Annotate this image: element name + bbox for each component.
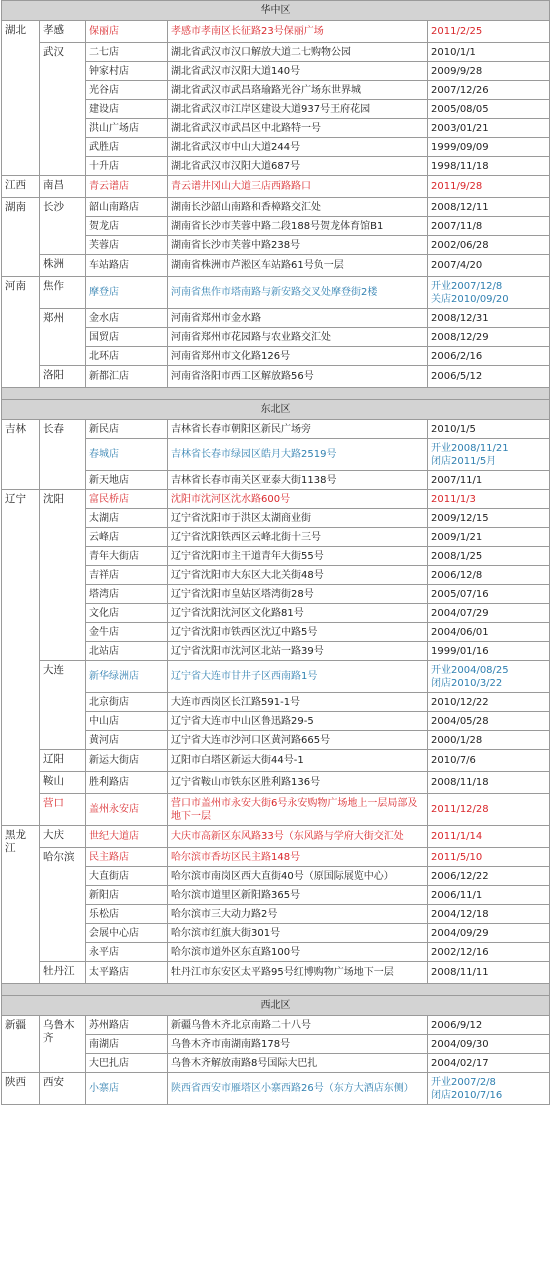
store-address: 河南省焦作市塔南路与新安路交叉处摩登街2楼 bbox=[168, 277, 428, 309]
store-table bbox=[1, 0, 550, 1105]
table-row bbox=[2, 198, 550, 217]
table-row bbox=[2, 255, 550, 277]
date-line: 2009/12/15 bbox=[431, 512, 489, 524]
table-row bbox=[2, 1016, 550, 1035]
date-line: 2004/12/18 bbox=[431, 908, 489, 920]
store-address: 乌鲁木齐解放南路8号国际大巴扎 bbox=[168, 1054, 428, 1073]
date-line: 2011/5/10 bbox=[431, 851, 483, 863]
store-date bbox=[428, 867, 550, 886]
city-cell: 鞍山 bbox=[40, 772, 86, 794]
store-date bbox=[428, 547, 550, 566]
store-address: 孝感市孝南区长征路23号保丽广场 bbox=[168, 21, 428, 43]
store-address: 吉林省长春市绿园区皓月大路2519号 bbox=[168, 439, 428, 471]
date-line: 2008/11/11 bbox=[431, 967, 489, 978]
store-date bbox=[428, 566, 550, 585]
store-name: 新运大街店 bbox=[86, 750, 168, 772]
store-address: 哈尔滨市红旗大街301号 bbox=[168, 924, 428, 943]
store-name: 中山店 bbox=[86, 712, 168, 731]
store-address: 青云谱井冈山大道三店西路路口 bbox=[168, 176, 428, 198]
store-address: 吉林省长春市朝阳区新民广场旁 bbox=[168, 420, 428, 439]
table-row bbox=[2, 21, 550, 43]
table-row bbox=[2, 772, 550, 794]
store-address: 陕西省西安市雁塔区小寨西路26号（东方大酒店东侧） bbox=[168, 1073, 428, 1105]
store-date bbox=[428, 905, 550, 924]
city-cell: 南昌 bbox=[40, 176, 86, 198]
store-address: 辽宁省鞍山市铁东区胜利路136号 bbox=[168, 772, 428, 794]
table-row bbox=[2, 750, 550, 772]
store-name: 大巴扎店 bbox=[86, 1054, 168, 1073]
date-line: 2004/06/01 bbox=[431, 626, 489, 638]
store-name: 新华绿洲店 bbox=[86, 661, 168, 693]
city-cell: 武汉 bbox=[40, 43, 86, 176]
store-name: 太湖店 bbox=[86, 509, 168, 528]
date-line: 2009/9/28 bbox=[431, 65, 483, 77]
date-line: 开业2004/08/25 bbox=[431, 664, 509, 676]
store-date bbox=[428, 1073, 550, 1105]
store-name: 世纪大道店 bbox=[86, 826, 168, 848]
store-address: 大连市西岗区长江路591-1号 bbox=[168, 693, 428, 712]
store-name: 十升店 bbox=[86, 157, 168, 176]
date-line: 2010/1/5 bbox=[431, 423, 476, 435]
region-header: 西北区 bbox=[2, 996, 550, 1016]
store-name: 金牛店 bbox=[86, 623, 168, 642]
store-date bbox=[428, 236, 550, 255]
store-address: 哈尔滨市三大动力路2号 bbox=[168, 905, 428, 924]
store-name: 青年大街店 bbox=[86, 547, 168, 566]
date-line: 2006/12/22 bbox=[431, 870, 489, 882]
store-name: 洪山广场店 bbox=[86, 119, 168, 138]
city-cell: 辽阳 bbox=[40, 750, 86, 772]
store-address: 辽宁省大连市沙河口区黄河路665号 bbox=[168, 731, 428, 750]
date-line: 2004/07/29 bbox=[431, 607, 489, 619]
store-date bbox=[428, 1035, 550, 1054]
date-line: 2004/05/28 bbox=[431, 715, 489, 727]
date-line: 1999/01/16 bbox=[431, 645, 489, 657]
table-row bbox=[2, 176, 550, 198]
date-line: 2002/06/28 bbox=[431, 239, 489, 251]
store-date bbox=[428, 81, 550, 100]
store-address: 湖南省株洲市芦淞区车站路61号负一层 bbox=[168, 255, 428, 277]
store-address: 湖南省长沙市芙蓉中路238号 bbox=[168, 236, 428, 255]
city-cell: 沈阳 bbox=[40, 490, 86, 661]
date-line-2: 闭店2010/3/22 bbox=[431, 677, 503, 689]
store-name: 贺龙店 bbox=[86, 217, 168, 236]
date-line: 2011/2/25 bbox=[431, 26, 483, 37]
store-address: 辽宁省沈阳市铁西区沈辽中路5号 bbox=[168, 623, 428, 642]
table-row bbox=[2, 420, 550, 439]
table-row bbox=[2, 1073, 550, 1105]
table-row bbox=[2, 962, 550, 984]
date-line: 2003/01/21 bbox=[431, 122, 489, 134]
store-name: 钟家村店 bbox=[86, 62, 168, 81]
store-name: 黄河店 bbox=[86, 731, 168, 750]
store-date bbox=[428, 471, 550, 490]
date-line: 2006/12/8 bbox=[431, 569, 483, 581]
section-spacer bbox=[2, 984, 550, 996]
store-name: 小寨店 bbox=[86, 1073, 168, 1105]
city-cell: 洛阳 bbox=[40, 366, 86, 388]
store-name: 新阳店 bbox=[86, 886, 168, 905]
store-date bbox=[428, 886, 550, 905]
province-cell: 吉林 bbox=[2, 420, 40, 490]
store-name: 北环店 bbox=[86, 347, 168, 366]
store-address: 辽宁省沈阳市沈河区北站一路39号 bbox=[168, 642, 428, 661]
date-line: 2009/1/21 bbox=[431, 531, 483, 543]
date-line: 开业2008/11/21 bbox=[431, 442, 509, 454]
store-address: 沈阳市沈河区沈水路600号 bbox=[168, 490, 428, 509]
region-header: 东北区 bbox=[2, 400, 550, 420]
store-name: 云峰店 bbox=[86, 528, 168, 547]
date-line-2: 闭店2011/5月 bbox=[431, 455, 497, 467]
store-address: 大庆市高新区东风路33号（东风路与学府大街交汇处 bbox=[168, 826, 428, 848]
date-line-2: 闭店2010/7/16 bbox=[431, 1089, 503, 1101]
store-name: 摩登店 bbox=[86, 277, 168, 309]
store-name: 大直街店 bbox=[86, 867, 168, 886]
date-line: 2011/1/14 bbox=[431, 831, 483, 842]
date-line: 2005/07/16 bbox=[431, 588, 489, 600]
date-line: 开业2007/2/8 bbox=[431, 1076, 496, 1088]
store-name: 保丽店 bbox=[86, 21, 168, 43]
date-line: 2010/7/6 bbox=[431, 755, 476, 766]
store-address: 湖北省武汉市中山大道244号 bbox=[168, 138, 428, 157]
date-line: 2004/09/29 bbox=[431, 927, 489, 939]
date-line: 2008/1/25 bbox=[431, 550, 483, 562]
store-date bbox=[428, 366, 550, 388]
store-name: 太平路店 bbox=[86, 962, 168, 984]
city-cell: 西安 bbox=[40, 1073, 86, 1105]
store-address: 乌鲁木齐市南湖南路178号 bbox=[168, 1035, 428, 1054]
store-address: 哈尔滨市道外区东直路100号 bbox=[168, 943, 428, 962]
date-line: 开业2007/12/8 bbox=[431, 280, 503, 292]
store-address: 辽宁省沈阳市主干道青年大街55号 bbox=[168, 547, 428, 566]
store-address: 湖南省长沙市芙蓉中路二段188号贺龙体育馆B1 bbox=[168, 217, 428, 236]
date-line: 2008/11/18 bbox=[431, 777, 489, 788]
store-name: 胜利路店 bbox=[86, 772, 168, 794]
store-date bbox=[428, 198, 550, 217]
store-address: 辽宁省沈阳铁西区云峰北街十三号 bbox=[168, 528, 428, 547]
store-address: 辽阳市白塔区新运大街44号-1 bbox=[168, 750, 428, 772]
date-line-2: 关店2010/09/20 bbox=[431, 293, 509, 305]
store-date bbox=[428, 750, 550, 772]
city-cell: 焦作 bbox=[40, 277, 86, 309]
province-cell: 湖北 bbox=[2, 21, 40, 176]
store-address: 河南省郑州市金水路 bbox=[168, 309, 428, 328]
date-line: 2011/9/28 bbox=[431, 181, 483, 192]
store-name: 北站店 bbox=[86, 642, 168, 661]
store-name: 车站路店 bbox=[86, 255, 168, 277]
store-name: 春城店 bbox=[86, 439, 168, 471]
store-date bbox=[428, 277, 550, 309]
date-line: 2006/2/16 bbox=[431, 350, 483, 362]
store-date bbox=[428, 585, 550, 604]
store-date bbox=[428, 62, 550, 81]
store-address: 营口市盖州市永安大街6号永安购物广场地上一层局部及地下一层 bbox=[168, 794, 428, 826]
date-line: 2008/12/29 bbox=[431, 331, 489, 343]
store-date bbox=[428, 439, 550, 471]
store-name: 金水店 bbox=[86, 309, 168, 328]
store-name: 吉祥店 bbox=[86, 566, 168, 585]
store-address: 哈尔滨市南岗区西大直街40号（原国际展览中心） bbox=[168, 867, 428, 886]
store-address: 辽宁省沈阳市于洪区太湖商业街 bbox=[168, 509, 428, 528]
store-date bbox=[428, 731, 550, 750]
table-row bbox=[2, 490, 550, 509]
store-date bbox=[428, 255, 550, 277]
store-name: 新都汇店 bbox=[86, 366, 168, 388]
store-name: 民主路店 bbox=[86, 848, 168, 867]
store-date bbox=[428, 217, 550, 236]
table-row bbox=[2, 43, 550, 62]
store-address: 河南省洛阳市西工区解放路56号 bbox=[168, 366, 428, 388]
province-cell: 黑龙江 bbox=[2, 826, 40, 984]
city-cell: 乌鲁木齐 bbox=[40, 1016, 86, 1073]
table-row bbox=[2, 309, 550, 328]
table-row bbox=[2, 661, 550, 693]
city-cell: 营口 bbox=[40, 794, 86, 826]
store-address: 辽宁省沈阳沈河区文化路81号 bbox=[168, 604, 428, 623]
city-cell: 大连 bbox=[40, 661, 86, 750]
store-date bbox=[428, 623, 550, 642]
store-date bbox=[428, 420, 550, 439]
date-line: 2007/4/20 bbox=[431, 260, 483, 271]
section-spacer bbox=[2, 388, 550, 400]
store-address: 湖北省武汉市武昌区中北路特一号 bbox=[168, 119, 428, 138]
store-address: 吉林省长春市南关区亚泰大街1138号 bbox=[168, 471, 428, 490]
table-row bbox=[2, 366, 550, 388]
store-name: 南湖店 bbox=[86, 1035, 168, 1054]
date-line: 2011/12/28 bbox=[431, 804, 489, 815]
store-date bbox=[428, 100, 550, 119]
store-address: 湖南长沙韶山南路和香樟路交汇处 bbox=[168, 198, 428, 217]
province-cell: 陕西 bbox=[2, 1073, 40, 1105]
store-name: 新民店 bbox=[86, 420, 168, 439]
city-cell: 长春 bbox=[40, 420, 86, 490]
city-cell: 牡丹江 bbox=[40, 962, 86, 984]
store-address: 辽宁省沈阳市皇姑区塔湾街28号 bbox=[168, 585, 428, 604]
date-line: 1998/11/18 bbox=[431, 160, 489, 172]
store-name: 建设店 bbox=[86, 100, 168, 119]
store-address: 河南省郑州市花园路与农业路交汇处 bbox=[168, 328, 428, 347]
date-line: 2008/12/11 bbox=[431, 201, 489, 213]
date-line: 2006/9/12 bbox=[431, 1019, 483, 1031]
date-line: 2007/11/8 bbox=[431, 220, 483, 232]
store-name: 会展中心店 bbox=[86, 924, 168, 943]
store-date bbox=[428, 490, 550, 509]
store-date bbox=[428, 642, 550, 661]
store-name: 塔湾店 bbox=[86, 585, 168, 604]
province-cell: 辽宁 bbox=[2, 490, 40, 826]
city-cell: 哈尔滨 bbox=[40, 848, 86, 962]
table-row bbox=[2, 794, 550, 826]
store-date bbox=[428, 826, 550, 848]
date-line: 2002/12/16 bbox=[431, 946, 489, 958]
store-address: 湖北省武汉市江岸区建设大道937号王府花园 bbox=[168, 100, 428, 119]
province-cell: 湖南 bbox=[2, 198, 40, 277]
date-line: 2006/5/12 bbox=[431, 371, 483, 382]
city-cell: 大庆 bbox=[40, 826, 86, 848]
city-cell: 长沙 bbox=[40, 198, 86, 255]
store-date bbox=[428, 712, 550, 731]
table-row bbox=[2, 848, 550, 867]
date-line: 2010/12/22 bbox=[431, 696, 489, 708]
store-address: 辽宁省大连市中山区鲁迅路29-5 bbox=[168, 712, 428, 731]
store-date bbox=[428, 1054, 550, 1073]
date-line: 2006/11/1 bbox=[431, 889, 483, 901]
store-address: 哈尔滨市香坊区民主路148号 bbox=[168, 848, 428, 867]
store-date bbox=[428, 772, 550, 794]
store-date bbox=[428, 528, 550, 547]
store-name: 苏州路店 bbox=[86, 1016, 168, 1035]
store-name: 盖州永安店 bbox=[86, 794, 168, 826]
store-name: 韶山南路店 bbox=[86, 198, 168, 217]
store-address: 湖北省武汉市汉阳大道687号 bbox=[168, 157, 428, 176]
date-line: 2008/12/31 bbox=[431, 312, 489, 324]
store-date bbox=[428, 21, 550, 43]
store-address: 湖北省武汉市汉口解放大道二七购物公园 bbox=[168, 43, 428, 62]
date-line: 2007/11/1 bbox=[431, 474, 483, 486]
city-cell: 株洲 bbox=[40, 255, 86, 277]
store-date bbox=[428, 157, 550, 176]
store-address: 辽宁省沈阳市大东区大北关街48号 bbox=[168, 566, 428, 585]
store-date bbox=[428, 119, 550, 138]
store-address: 辽宁省大连市甘井子区西南路1号 bbox=[168, 661, 428, 693]
region-header: 华中区 bbox=[2, 1, 550, 21]
store-name: 永平店 bbox=[86, 943, 168, 962]
store-date bbox=[428, 962, 550, 984]
city-cell: 郑州 bbox=[40, 309, 86, 366]
store-name: 光谷店 bbox=[86, 81, 168, 100]
date-line: 2005/08/05 bbox=[431, 103, 489, 115]
table-row bbox=[2, 826, 550, 848]
store-name: 国贸店 bbox=[86, 328, 168, 347]
store-date bbox=[428, 848, 550, 867]
store-address: 湖北省武汉市武昌珞瑜路光谷广场东世界城 bbox=[168, 81, 428, 100]
store-date bbox=[428, 943, 550, 962]
store-date bbox=[428, 138, 550, 157]
date-line: 2010/1/1 bbox=[431, 46, 476, 58]
store-date bbox=[428, 509, 550, 528]
store-address: 牡丹江市东安区太平路95号红博购物广场地下一层 bbox=[168, 962, 428, 984]
store-date bbox=[428, 347, 550, 366]
store-date bbox=[428, 328, 550, 347]
store-name: 文化店 bbox=[86, 604, 168, 623]
date-line: 1999/09/09 bbox=[431, 141, 489, 153]
store-name: 乐松店 bbox=[86, 905, 168, 924]
date-line: 2011/1/3 bbox=[431, 493, 476, 505]
date-line: 2004/09/30 bbox=[431, 1038, 489, 1050]
store-name: 北京街店 bbox=[86, 693, 168, 712]
store-date bbox=[428, 309, 550, 328]
store-name: 芙蓉店 bbox=[86, 236, 168, 255]
store-address: 哈尔滨市道里区新阳路365号 bbox=[168, 886, 428, 905]
date-line: 2000/1/28 bbox=[431, 734, 483, 746]
store-date bbox=[428, 604, 550, 623]
province-cell: 新疆 bbox=[2, 1016, 40, 1073]
date-line: 2004/02/17 bbox=[431, 1057, 489, 1069]
store-name: 新天地店 bbox=[86, 471, 168, 490]
store-address: 河南省郑州市文化路126号 bbox=[168, 347, 428, 366]
store-date bbox=[428, 693, 550, 712]
store-address: 新疆乌鲁木齐北京南路二十八号 bbox=[168, 1016, 428, 1035]
province-cell: 河南 bbox=[2, 277, 40, 388]
store-date bbox=[428, 176, 550, 198]
store-date bbox=[428, 1016, 550, 1035]
city-cell: 孝感 bbox=[40, 21, 86, 43]
date-line: 2007/12/26 bbox=[431, 84, 489, 96]
table-row bbox=[2, 277, 550, 309]
store-name: 武胜店 bbox=[86, 138, 168, 157]
store-date bbox=[428, 43, 550, 62]
store-date bbox=[428, 661, 550, 693]
store-date bbox=[428, 794, 550, 826]
province-cell: 江西 bbox=[2, 176, 40, 198]
store-name: 富民桥店 bbox=[86, 490, 168, 509]
store-name: 二七店 bbox=[86, 43, 168, 62]
store-address: 湖北省武汉市汉阳大道140号 bbox=[168, 62, 428, 81]
store-name: 青云谱店 bbox=[86, 176, 168, 198]
store-date bbox=[428, 924, 550, 943]
